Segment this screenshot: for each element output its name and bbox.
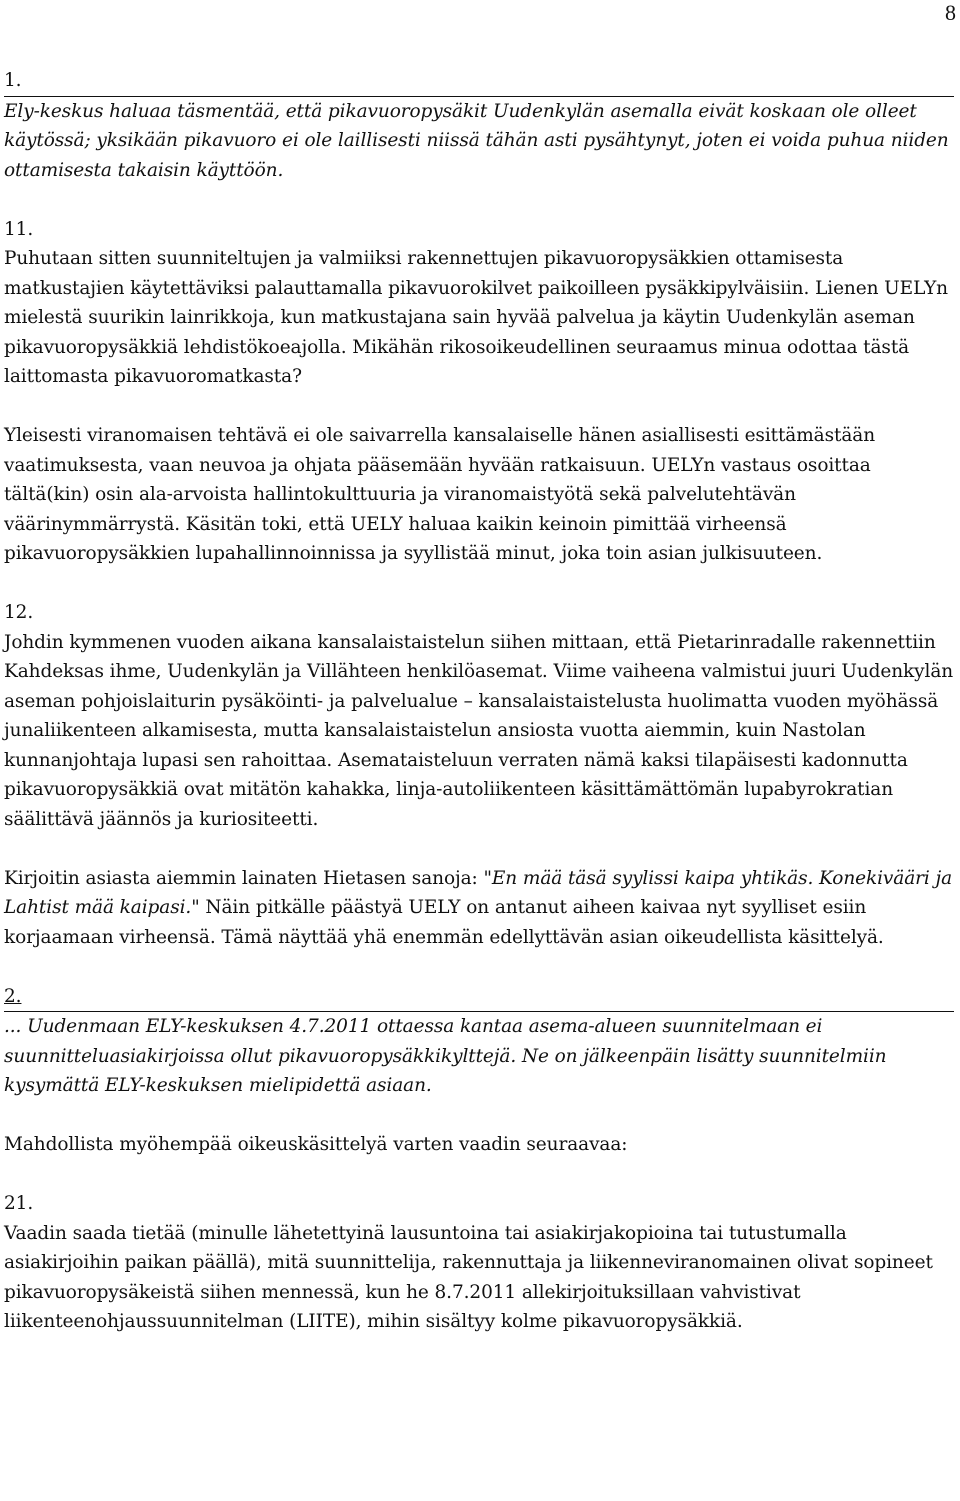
section-2-quote: ... Uudenmaan ELY-keskuksen 4.7.2011 ottaessa kantaa asema-alueen suunnitelmaan ei suunnitteluasiakirjoissa ollut pikavuoropysäkkikylttejä. Ne on jälkeenpäin lisätty suunnitelmiin kysymättä ELY-keskuksen mielipidettä asiaan.: [4, 1016, 887, 1096]
section-11-label: 11.: [4, 218, 34, 240]
section-2-label: 2.: [4, 985, 22, 1007]
page-number: 8: [945, 0, 956, 25]
section-12-label: 12.: [4, 602, 34, 623]
section-2-heading: [4, 982, 954, 1013]
section-21-label: 21.: [4, 1193, 34, 1214]
section-12-paragraph-1: Johdin kymmenen vuoden aikana kansalaistaistelun siihen mittaan, että Pietarinradalle rakennettiin Kahdeksas ihme, Uudenkylän ja Villähteen henkilöasemat. Viime vaiheena valmistui juuri Uudenkylän aseman pohjoislaiturin pysäköinti- ja palvelualue – kansalaistaistelusta huolimatta vuoden myöhässä junaliikenteen alkamisesta, mutta kansalaistaistelun ansiosta vuotta aiemmin, kuin Nastolan kunnanjohtaja lupasi sen rahoittaa. Asemataisteluun verraten nämä kaksi tilapäisesti kadonnutta pikavuoropysäkkiä ovat mitätön kahakka, linja-autoliikenteen käsittämättömän lupabyrokratian säälittävä jäännös ja kuriositeetti.: [4, 631, 954, 830]
section-12-pre-quote: Kirjoitin asiasta aiemmin lainaten Hietasen sanoja: ": [4, 867, 492, 889]
section-12-hietanen-quote: En mää täsä syylissi kaipa yhtikäs. Konekivääri ja Lahtist mää kaipasi.: [4, 867, 953, 918]
section-1-label: 1.: [4, 70, 22, 91]
section-12-paragraph-2: [4, 864, 954, 953]
section-21-paragraph: Vaadin saada tietää (minulle lähetettyinä lausuntoina tai asiakirjakopioina tai tutustumalla asiakirjoihin paikan päällä), mitä suunnittelija, rakennuttaja ja liikenneviranomainen olivat sopineet pikavuoropysäkeistä siihen mennessä, kun he 8.7.2011 allekirjoituksillaan vahvistivat liikenteenohjaussuunnitelman (LIITE), mihin sisältyy kolme pikavuoropysäkkiä.: [4, 1222, 933, 1332]
section-11-paragraph-2: Yleisesti viranomaisen tehtävä ei ole saivarrella kansalaiselle hänen asiallisesti esittämästään vaatimuksesta, vaan neuvoa ja ohjata pääsemään hyvään ratkaisuun. UELYn vastaus osoittaa tältä(kin) osin ala-arvoista hallintokulttuuria ja viranomaistyötä sekä palvelutehtävän väärinymmärrystä. Käsitän toki, että UELY haluaa kaikin keinoin pimittää virheensä pikavuoropysäkkien lupahallinnoinnissa ja syyllistää minut, joka toin asian julkisuuteen.: [4, 425, 876, 564]
section-12-post-quote: " Näin pitkälle päästyä UELY on antanut aiheen kaivaa nyt syylliset esiin korjaamaan virheensä. Tämä näyttää yhä enemmän edellyttävän asian oikeudellista käsittelyä.: [4, 897, 884, 948]
section-11-paragraph-1: Puhutaan sitten suunniteltujen ja valmiiksi rakennettujen pikavuoropysäkkien ottamisesta matkustajien käytettäviksi palauttamalla pikavuorokilvet paikoilleen pysäkkipylväisiin. Lienen UELYn mielestä suurikin lainrikkoja, kun matkustajana sain hyvää palvelua ja käytin Uudenkylän aseman pikavuoropysäkkiä lehdistökoeajolla. Mikähän rikosoikeudellinen seuraamus minua odottaa tästä laittomasta pikavuoromatkasta?: [4, 248, 948, 387]
section-1-heading: [4, 66, 954, 97]
section-2-paragraph: Mahdollista myöhempää oikeuskäsittelyä varten vaadin seuraavaa:: [4, 1134, 628, 1155]
section-1-quote: Ely-keskus haluaa täsmentää, että pikavuoropysäkit Uudenkylän asemalla eivät koskaan ole olleet käytössä; yksikään pikavuoro ei ole laillisesti niissä tähän asti pysähtynyt, joten ei voida puhua niiden ottamisesta takaisin käyttöön.: [4, 100, 949, 181]
document-body: [4, 66, 954, 1337]
